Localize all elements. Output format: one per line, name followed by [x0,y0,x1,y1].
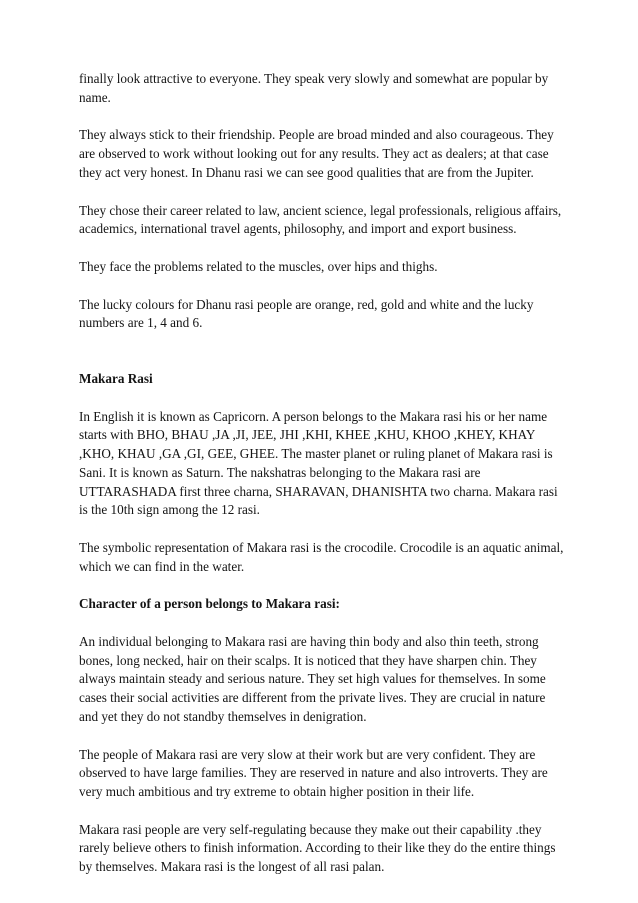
paragraph-dhanu-friendship: They always stick to their friendship. People are broad minded and also courageous. They are observed to work without looking out for any results. They act as dealers; at that case they act very honest. In Dhanu rasi we can see good qualities that are from the Jupiter. [79,127,554,180]
section-spacer [79,352,565,370]
paragraph-makara-symbol: The symbolic representation of Makara rasi is the crocodile. Crocodile is an aquatic animal, which we can find in the water. [79,539,564,574]
paragraph-dhanu-career: They chose their career related to law, ancient science, legal professionals, religious affairs, academics, international travel agents, philosophy, and import and export business. [79,202,562,237]
heading-makara-rasi: Makara Rasi [79,371,153,387]
heading-makara-character: Character of a person belongs to Makara rasi: [79,596,340,612]
paragraph-dhanu-health: They face the problems related to the muscles, over hips and thighs. [79,258,438,274]
paragraph-makara-work: The people of Makara rasi are very slow at their work but are very confident. They are observed to have large families. They are reserved in nature and also introverts. They are very much ambitious and try extreme to obtain higher position in their life. [79,746,548,799]
paragraph-makara-self-regulating: Makara rasi people are very self-regulating because they make out their capability .they rarely believe others to finish information. According to their like they do the entire things by themselves. Makara rasi is the longest of all rasi palan. [79,821,556,875]
paragraph-dhanu-lucky: The lucky colours for Dhanu rasi people are orange, red, gold and white and the lucky numbers are 1, 4 and 6. [79,296,534,331]
document-page [79,70,565,896]
paragraph-dhanu-popularity: finally look attractive to everyone. They speak very slowly and somewhat are popular by name. [79,71,549,105]
paragraph-makara-physique: An individual belonging to Makara rasi are having thin body and also thin teeth, strong bones, long necked, hair on their scalps. It is noticed that they have sharpen chin. They always maintain steady and serious nature. They set high values for themselves. In some cases their social activities are different from the private lives. They are crucial in nature and yet they do not standby themselves in denigration. [79,634,546,724]
paragraph-makara-intro: In English it is known as Capricorn. A person belongs to the Makara rasi his or her name starts with BHO, BHAU ,JA ,JI, JEE, JHI ,KHI, KHEE ,KHU, KHOO ,KHEY, KHAY ,KHO, KHAU ,GA ,GI, GEE, GHEE. The master planet or ruling planet of Makara rasi is Sani. It is known as Saturn. The nakshatras belonging to the Makara rasi are UTTARASHADA first three charna, SHARAVAN, DHANISHTA two charna. Makara rasi is the 10th sign among the 12 rasi. [79,408,558,518]
